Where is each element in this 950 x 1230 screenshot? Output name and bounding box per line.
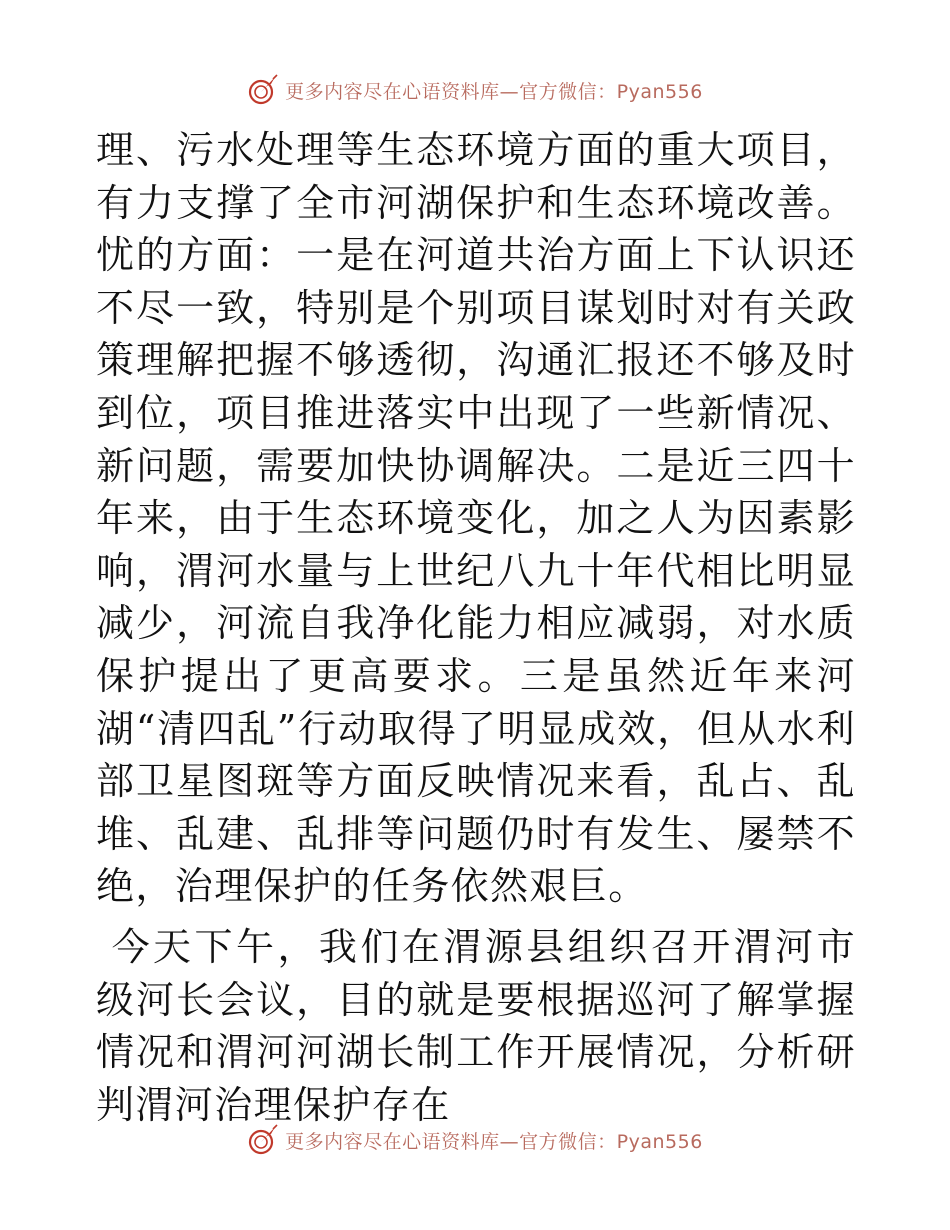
footer-banner-text: 更多内容尽在心语资料库—官方微信：Pyan556 (285, 1130, 703, 1153)
footer-banner (0, 1120, 950, 1160)
header-banner-text: 更多内容尽在心语资料库—官方微信：Pyan556 (285, 80, 703, 103)
header-banner (0, 70, 950, 110)
quill-pen-logo-icon (247, 1124, 279, 1156)
quill-pen-logo-icon (247, 74, 279, 106)
document-body (96, 124, 856, 1131)
body-paragraph: 理、污水处理等生态环境方面的重大项目，有力支撑了全市河湖保护和生态环境改善。忧的方面：一是在河道共治方面上下认识还不尽一致，特别是个别项目谋划时对有关政策理解把握不够透彻，沟通汇报还不够及时到位，项目推进落实中出现了一些新情况、新问题，需要加快协调解决。二是近三四十年来，由于生态环境变化，加之人为因素影响，渭河水量与上世纪八九十年代相比明显减少，河流自我净化能力相应减弱，对水质保护提出了更高要求。三是虽然近年来河湖“清四乱”行动取得了明显成效，但从水利部卫星图斑等方面反映情况来看，乱占、乱堆、乱建、乱排等问题仍时有发生、屡禁不绝，治理保护的任务依然艰巨。 (96, 128, 856, 909)
body-paragraph: 今天下午，我们在渭源县组织召开渭河市级河长会议，目的就是要根据巡河了解掌握情况和渭河河湖长制工作开展情况，分析研判渭河治理保护存在 (96, 924, 857, 1127)
